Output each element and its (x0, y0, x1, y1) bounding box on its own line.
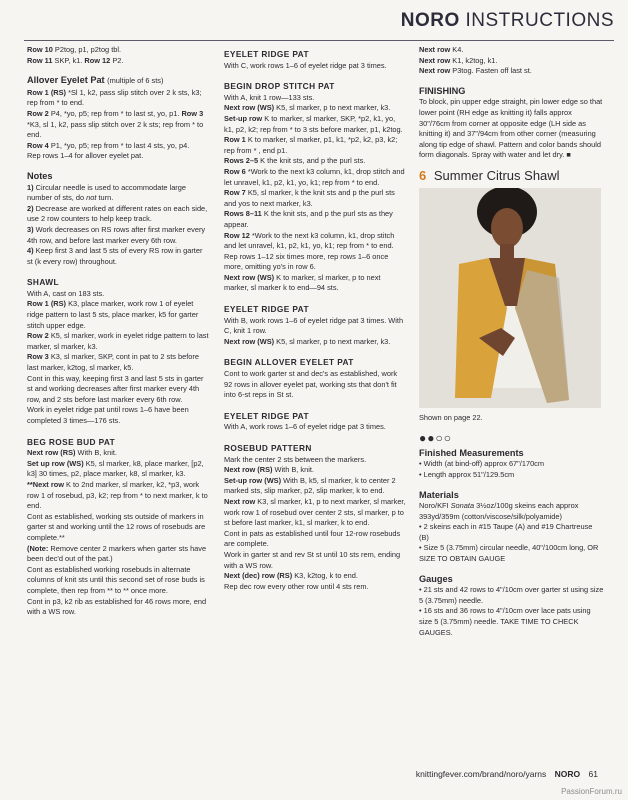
model-illustration (419, 188, 601, 408)
watermark: PassionForum.ru (561, 787, 622, 796)
paragraph: 2) Decrease are worked at different rates on each side, use 2 row counters to help keep track. (27, 203, 208, 224)
paragraph: Cont to work garter st and dec's as established, work 92 rows in allover eyelet pat, working sts that don't fit into 6-st reps in St st. (224, 369, 398, 400)
footer-url[interactable]: knittingfever.com/brand/noro/yarns (415, 769, 547, 779)
spacer (224, 433, 406, 439)
specs-block (419, 448, 604, 639)
paragraph: Set up row (WS) K5, sl marker, k8, place marker, [p2, k3] 30 times, p2, place marker, k8, sl marker, k3. (27, 458, 204, 479)
spacer (27, 66, 210, 72)
header-brand: NORO (400, 10, 460, 31)
paragraph: Row 11 SKP, k1. Row 12 P2. (27, 55, 124, 65)
paragraph: Row 10 P2tog, p1, p2tog tbl. (27, 45, 122, 54)
paragraph: Row 1 K to marker, sl marker, p1, k1, *p2, k2, p3, k2; rep from * , end p1. (224, 135, 398, 155)
paragraph: Cont as established, working sts outside of markers in garter st and working until the 12 rows of rosebuds are complete.** (27, 511, 206, 542)
section-heading: Notes (27, 170, 53, 181)
paragraph: Next row (WS) K to marker, sl marker, p to next marker, sl marker k to end—94 sts. (224, 272, 381, 293)
page-number: 61 (588, 769, 598, 779)
paragraph: Set-up row (WS) With B, k5, sl marker, k to center 2 marked sts, slip marker, p2, slip marker, k to end. (224, 475, 396, 496)
page-header (401, 10, 614, 32)
paragraph: Row 3 K3, sl marker, SKP, cont in pat to 2 sts before last marker, k2tog, sl marker, k5. (27, 352, 199, 373)
spacer (27, 267, 210, 273)
section-heading: SHAWL (27, 277, 59, 288)
paragraph: With A, cast on 183 sts. (27, 288, 105, 298)
paragraph: • Width (at bind-off) approx 67"/170cm (419, 459, 545, 469)
paragraph: Row 1 (RS) K3, place marker, work row 1 of eyelet ridge pattern to last 5 sts, place marker, k5 for garter stitch upper edge. (27, 299, 199, 330)
shawl-number: 6 (419, 167, 427, 183)
paragraph: To block, pin upper edge straight, pin lower edge so that lower point (RH edge as knitting it) falls approx 30"/76cm from corner at opposite edge (LH side as knitting it) and 37"/94cm from other corner (measuring along tip edge of shawl. Pattern and color bands should form diagonals. Spray with water and let dry. ■ (419, 97, 603, 160)
paragraph: Cont in pats as established until four 12-row rosebuds are complete. (224, 528, 401, 549)
footer-brand: NORO (554, 769, 581, 779)
paragraph: 3) Work decreases on RS rows after first marker every 4th row, and before last marker every 6th row. (27, 224, 206, 245)
paragraph: Rep rows 1–12 six times more, rep rows 1–6 once more, omitting yo's in row 6. (224, 251, 389, 272)
paragraph: • 16 sts and 36 rows to 4"/10cm over lace pats using size 5 (3.75mm) needle. TAKE TIME TO CHECK GAUGES. (419, 606, 591, 637)
section-heading: BEGIN DROP STITCH PAT (224, 81, 335, 92)
paragraph: Row 6 *Work to the next k3 column, k1, drop stitch and let unravel, k1, p2, k1, yo, k1; rep from * to end. (224, 166, 405, 187)
paragraph: Row 2 P4, *yo, p5; rep from * to last st, yo, p1. Row 3 *K3, sl 1, k2, pass slip stitch over 2 k sts; rep from * to end. (27, 108, 204, 140)
spacer (224, 294, 406, 300)
paragraph: With B, work rows 1–6 of eyelet ridge pat 3 times. With C, knit 1 row. (224, 315, 404, 336)
section-heading: Gauges (419, 573, 453, 584)
shawl-title (419, 167, 604, 183)
shawl-name: Summer Citrus Shawl (433, 167, 560, 183)
column-middle (224, 45, 406, 592)
paragraph: Next (dec) row (RS) K3, k2tog, k to end. (224, 571, 358, 581)
paragraph: Rows 8–11 K the knit sts, and p the purl sts as they appear. (224, 209, 393, 229)
spacer (27, 162, 210, 168)
paragraph: Cont in this way, keeping first 3 and last 5 sts in garter st and working decreases after first marker every 4th row, and 2 sts before last marker every 6th row. (27, 373, 204, 404)
paragraph: Set-up row K to marker, sl marker, SKP, *p2, k1, yo, k1, p2, k2; rep from * to 3 sts before marker, p1, k2tog. (224, 113, 403, 134)
spacer (224, 347, 406, 353)
section-heading: EYELET RIDGE PAT (224, 49, 309, 59)
paragraph: • 21 sts and 42 rows to 4"/10cm over garter st using size 5 (3.75mm) needle. (419, 585, 604, 605)
paragraph: Cont in p3, k2 rib as established for 46 rows more, end with a WS row. (27, 596, 207, 617)
paragraph: (Note: Remove center 2 markers when garter sts have been dec'd out of the pat.) (27, 543, 207, 564)
section-heading: Finished Measurements (419, 447, 524, 458)
page-footer (416, 769, 598, 779)
spacer (224, 401, 406, 407)
section-heading: ROSEBUD PATTERN (224, 443, 312, 453)
spacer (419, 77, 604, 83)
paragraph: Noro/KFI Sonata 3½oz/100g skeins each approx 393yd/359m (cotton/viscose/silk/polyamide) (419, 501, 579, 521)
column-right (419, 45, 604, 638)
spacer (419, 565, 604, 571)
header-rule (24, 40, 614, 41)
spacer (419, 481, 604, 487)
section-heading: Allover Eyelet Pat (multiple of 6 sts) (27, 75, 164, 86)
paragraph: With A, work rows 1–6 of eyelet ridge pat 3 times. (224, 422, 386, 432)
paragraph: Row 2 K5, sl marker, work in eyelet ridge pattern to last marker, sl marker, k3. (27, 331, 209, 351)
skill-level-dots: ●●○○ (419, 431, 452, 446)
paragraph: Row 7 K5, sl marker, k the knit sts and p the purl sts and yos to next marker, k3. (224, 188, 395, 208)
paragraph: 1) Circular needle is used to accommodate large number of sts, do not turn. (27, 182, 186, 203)
shawl-photo (419, 188, 601, 408)
paragraph: With C, work rows 1–6 of eyelet ridge pat 3 times. (224, 60, 387, 70)
section-heading: Materials (419, 489, 459, 500)
paragraph: With A, knit 1 row—133 sts. (224, 92, 315, 102)
finishing-block (419, 45, 604, 161)
spacer (27, 427, 210, 433)
section-heading: EYELET RIDGE PAT (224, 410, 309, 421)
section-heading: BEGIN ALLOVER EYELET PAT (224, 357, 354, 368)
paragraph: Next row K4. (419, 45, 464, 54)
header-title: INSTRUCTIONS (465, 10, 614, 31)
paragraph: Mark the center 2 sts between the markers. (224, 454, 367, 464)
paragraph: 4) Keep first 3 and last 5 sts of every RS row in garter st (k every row) throughout. (27, 246, 203, 266)
paragraph: Next row (RS) With B, knit. (27, 448, 117, 458)
paragraph: **Next row K to 2nd marker, sl marker, k2, *p3, work row 1 of rosebud, p3, k2; rep from * to next marker, k to end. (27, 479, 208, 511)
paragraph: Rows 2–5 K the knit sts, and p the purl sts. (224, 156, 366, 166)
paragraph: Next row P3tog. Fasten off last st. (419, 66, 532, 76)
section-heading: FINISHING (419, 85, 466, 96)
paragraph: Row 12 *Work to the next k3 column, k1, drop stitch and let unravel, k1, p2, k1, yo, k1; rep from * to end. (224, 230, 395, 251)
section-heading: BEG ROSE BUD PAT (27, 436, 116, 447)
paragraph: Work in eyelet ridge pat until rows 1–6 have been completed 3 times—176 sts. (27, 405, 189, 425)
paragraph: • 2 skeins each in #15 Taupe (A) and #19 Chartreuse (B) (419, 522, 593, 542)
paragraph: Rep rows 1–4 for allover eyelet pat. (27, 151, 144, 161)
paragraph: Next row (WS) K5, sl marker, p to next marker, k3. (224, 103, 391, 113)
paragraph: Next row K3, sl marker, k1, p to next marker, sl marker, work row 1 of rosebud over center 2 sts, sl marker, p to st before last marker, k1, sl marker, k to end. (224, 496, 406, 528)
section-heading: EYELET RIDGE PAT (224, 304, 309, 315)
column-left (27, 45, 210, 618)
paragraph: Next row (RS) With B, knit. (224, 465, 314, 475)
paragraph: • Size 5 (3.75mm) circular needle, 40"/100cm long, OR SIZE TO OBTAIN GAUGE (419, 543, 599, 564)
paragraph: Next row K1, k2tog, k1. (419, 55, 498, 65)
paragraph: • Length approx 51"/129.5cm (419, 469, 515, 479)
paragraph: Rep dec row every other row until 4 sts rem. (224, 581, 369, 591)
paragraph: Cont as established working rosebuds in alternate columns of knit sts until this second set of rose buds is complete, then rep from ** to ** once more. (27, 564, 205, 595)
paragraph: Work in garter st and rev St st until 10 sts rem, ending with a WS row. (224, 549, 401, 570)
paragraph: Row 4 P1, *yo, p5; rep from * to last 4 sts, yo, p4. (27, 140, 190, 150)
paragraph: Row 1 (RS) *Sl 1, k2, pass slip stitch over 2 k sts, k3; rep from * to end. (27, 87, 202, 108)
spacer (224, 71, 406, 77)
paragraph: Next row (WS) K5, sl marker, p to next marker, k3. (224, 336, 391, 346)
photo-caption: Shown on page 22. (419, 412, 483, 422)
